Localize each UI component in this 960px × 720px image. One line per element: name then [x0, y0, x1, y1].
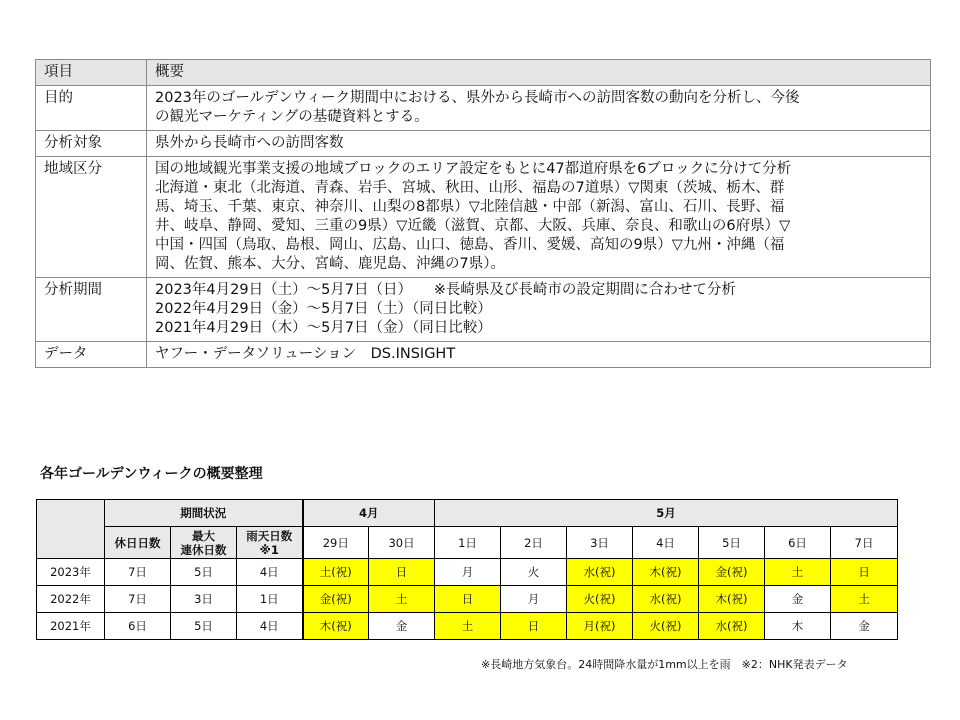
gw-day-cell: 水(祝) — [699, 613, 765, 640]
gw-day-cell: 火(祝) — [567, 586, 633, 613]
gw-header-may: 5月 — [435, 500, 898, 527]
summary-row-key: 分析対象 — [36, 131, 147, 157]
gw-day-cell: 金(祝) — [699, 559, 765, 586]
gw-sub-header-row — [37, 527, 898, 559]
gw-rain-days-cell: 4日 — [237, 559, 303, 586]
gw-day-cell: 木 — [765, 613, 831, 640]
gw-max-consecutive-cell: 5日 — [171, 613, 237, 640]
summary-row-value-line: ヤフー・データソリューション DS.INSIGHT — [155, 346, 456, 362]
gw-day-cell: 土 — [435, 613, 501, 640]
summary-header-key: 項目 — [36, 60, 147, 86]
gw-day-cell: 月 — [501, 586, 567, 613]
gw-day-header: 6日 — [765, 527, 831, 559]
gw-day-cell: 火 — [501, 559, 567, 586]
gw-header-max-consecutive-line1: 最大 — [192, 528, 215, 543]
gw-year-cell: 2023年 — [37, 559, 105, 586]
summary-row-value-line: 国の地域観光事業支援の地域ブロックのエリア設定をもとに47都道府県を6ブロックに分けて分析 — [155, 161, 792, 177]
gw-year-row — [37, 559, 898, 586]
summary-row-value-line: 岡、佐賀、熊本、大分、宮崎、鹿児島、沖縄の7県）。 — [155, 256, 505, 272]
summary-row-value — [147, 131, 931, 157]
gw-rain-days-cell: 1日 — [237, 586, 303, 613]
summary-row-value — [147, 342, 931, 368]
gw-day-cell: 木(祝) — [303, 613, 369, 640]
summary-row-value-line: 2023年のゴールデンウィーク期間中における、県外から長崎市への訪問客数の動向を分析し、今後 — [155, 90, 800, 106]
gw-summary-table — [36, 499, 898, 640]
gw-corner-cell — [37, 500, 105, 559]
gw-max-consecutive-cell: 5日 — [171, 559, 237, 586]
gw-day-cell: 金 — [831, 613, 898, 640]
gw-day-header: 7日 — [831, 527, 898, 559]
gw-year-cell: 2021年 — [37, 613, 105, 640]
gw-day-cell: 土 — [369, 586, 435, 613]
summary-row-value — [147, 278, 931, 342]
gw-day-cell: 日 — [435, 586, 501, 613]
gw-year-cell: 2022年 — [37, 586, 105, 613]
gw-header-holidays: 休日日数 — [105, 527, 171, 559]
footnote: ※長崎地方気象台。24時間降水量が1mm以上を雨 ※2：NHK発表データ — [481, 658, 848, 671]
gw-year-row — [37, 586, 898, 613]
summary-table — [35, 59, 931, 368]
gw-header-period: 期間状況 — [105, 500, 303, 527]
gw-holidays-cell: 6日 — [105, 613, 171, 640]
gw-day-cell: 金 — [765, 586, 831, 613]
summary-row-value — [147, 157, 931, 278]
summary-row-key: データ — [36, 342, 147, 368]
summary-row-value-line: 馬、埼玉、千葉、東京、神奈川、山梨の8都県）▽北陸信越・中部（新潟、富山、石川、長野、福 — [155, 199, 785, 215]
summary-row-value-line: 井、岐阜、静岡、愛知、三重の9県）▽近畿（滋賀、京都、大阪、兵庫、奈良、和歌山の6府県）▽ — [155, 218, 791, 234]
gw-day-cell: 木(祝) — [699, 586, 765, 613]
gw-day-cell: 日 — [369, 559, 435, 586]
gw-day-header: 30日 — [369, 527, 435, 559]
summary-header-value: 概要 — [147, 60, 931, 86]
summary-row — [36, 342, 931, 368]
gw-header-rain-days-line2: ※1 — [259, 542, 279, 557]
summary-row-value — [147, 86, 931, 131]
gw-day-cell: 火(祝) — [633, 613, 699, 640]
gw-day-cell: 水(祝) — [633, 586, 699, 613]
gw-day-cell: 日 — [501, 613, 567, 640]
gw-day-cell: 土 — [831, 586, 898, 613]
summary-row-value-line: 2022年4月29日（金）～5月7日（土）（同日比較） — [155, 301, 492, 317]
gw-holidays-cell: 7日 — [105, 559, 171, 586]
summary-header-row — [36, 60, 931, 86]
gw-holidays-cell: 7日 — [105, 586, 171, 613]
gw-year-row — [37, 613, 898, 640]
gw-header-rain-days-line1: 雨天日数 — [246, 528, 293, 543]
summary-row-value-line: 2021年4月29日（木）～5月7日（金）（同日比較） — [155, 320, 492, 336]
gw-day-cell: 月(祝) — [567, 613, 633, 640]
summary-row — [36, 278, 931, 342]
gw-header-max-consecutive-line2: 連休日数 — [180, 542, 227, 557]
gw-header-max-consecutive — [171, 527, 237, 559]
summary-row-value-line: 北海道・東北（北海道、青森、岩手、宮城、秋田、山形、福島の7道県）▽関東（茨城、栃木、群 — [155, 180, 785, 196]
gw-day-cell: 水(祝) — [567, 559, 633, 586]
summary-table-body — [36, 60, 931, 368]
gw-day-cell: 土 — [765, 559, 831, 586]
summary-row-value-line: 県外から長崎市への訪問客数 — [155, 135, 344, 151]
gw-rain-days-cell: 4日 — [237, 613, 303, 640]
gw-max-consecutive-cell: 3日 — [171, 586, 237, 613]
gw-section-title: 各年ゴールデンウィークの概要整理 — [40, 466, 263, 482]
summary-row-key: 分析期間 — [36, 278, 147, 342]
gw-day-header: 4日 — [633, 527, 699, 559]
summary-row-value-line: 中国・四国（鳥取、島根、岡山、広島、山口、徳島、香川、愛媛、高知の9県）▽九州・沖縄（福 — [155, 237, 785, 253]
summary-row-value-line: 2023年4月29日（土）～5月7日（日） ※長崎県及び長崎市の設定期間に合わせて分析 — [155, 282, 736, 298]
gw-table-body — [37, 500, 898, 640]
summary-row — [36, 86, 931, 131]
gw-day-cell: 金 — [369, 613, 435, 640]
summary-row-value-line: の観光マーケティングの基礎資料とする。 — [155, 109, 429, 125]
gw-day-header: 1日 — [435, 527, 501, 559]
summary-row — [36, 131, 931, 157]
gw-day-cell: 木(祝) — [633, 559, 699, 586]
gw-header-rain-days — [237, 527, 303, 559]
gw-day-cell: 日 — [831, 559, 898, 586]
gw-day-cell: 土(祝) — [303, 559, 369, 586]
gw-header-april: 4月 — [303, 500, 435, 527]
gw-group-header-row — [37, 500, 898, 527]
summary-row-key: 目的 — [36, 86, 147, 131]
gw-day-header: 2日 — [501, 527, 567, 559]
gw-day-header: 3日 — [567, 527, 633, 559]
gw-day-cell: 月 — [435, 559, 501, 586]
gw-day-cell: 金(祝) — [303, 586, 369, 613]
summary-row — [36, 157, 931, 278]
summary-row-key: 地域区分 — [36, 157, 147, 278]
gw-day-header: 5日 — [699, 527, 765, 559]
gw-day-header: 29日 — [303, 527, 369, 559]
